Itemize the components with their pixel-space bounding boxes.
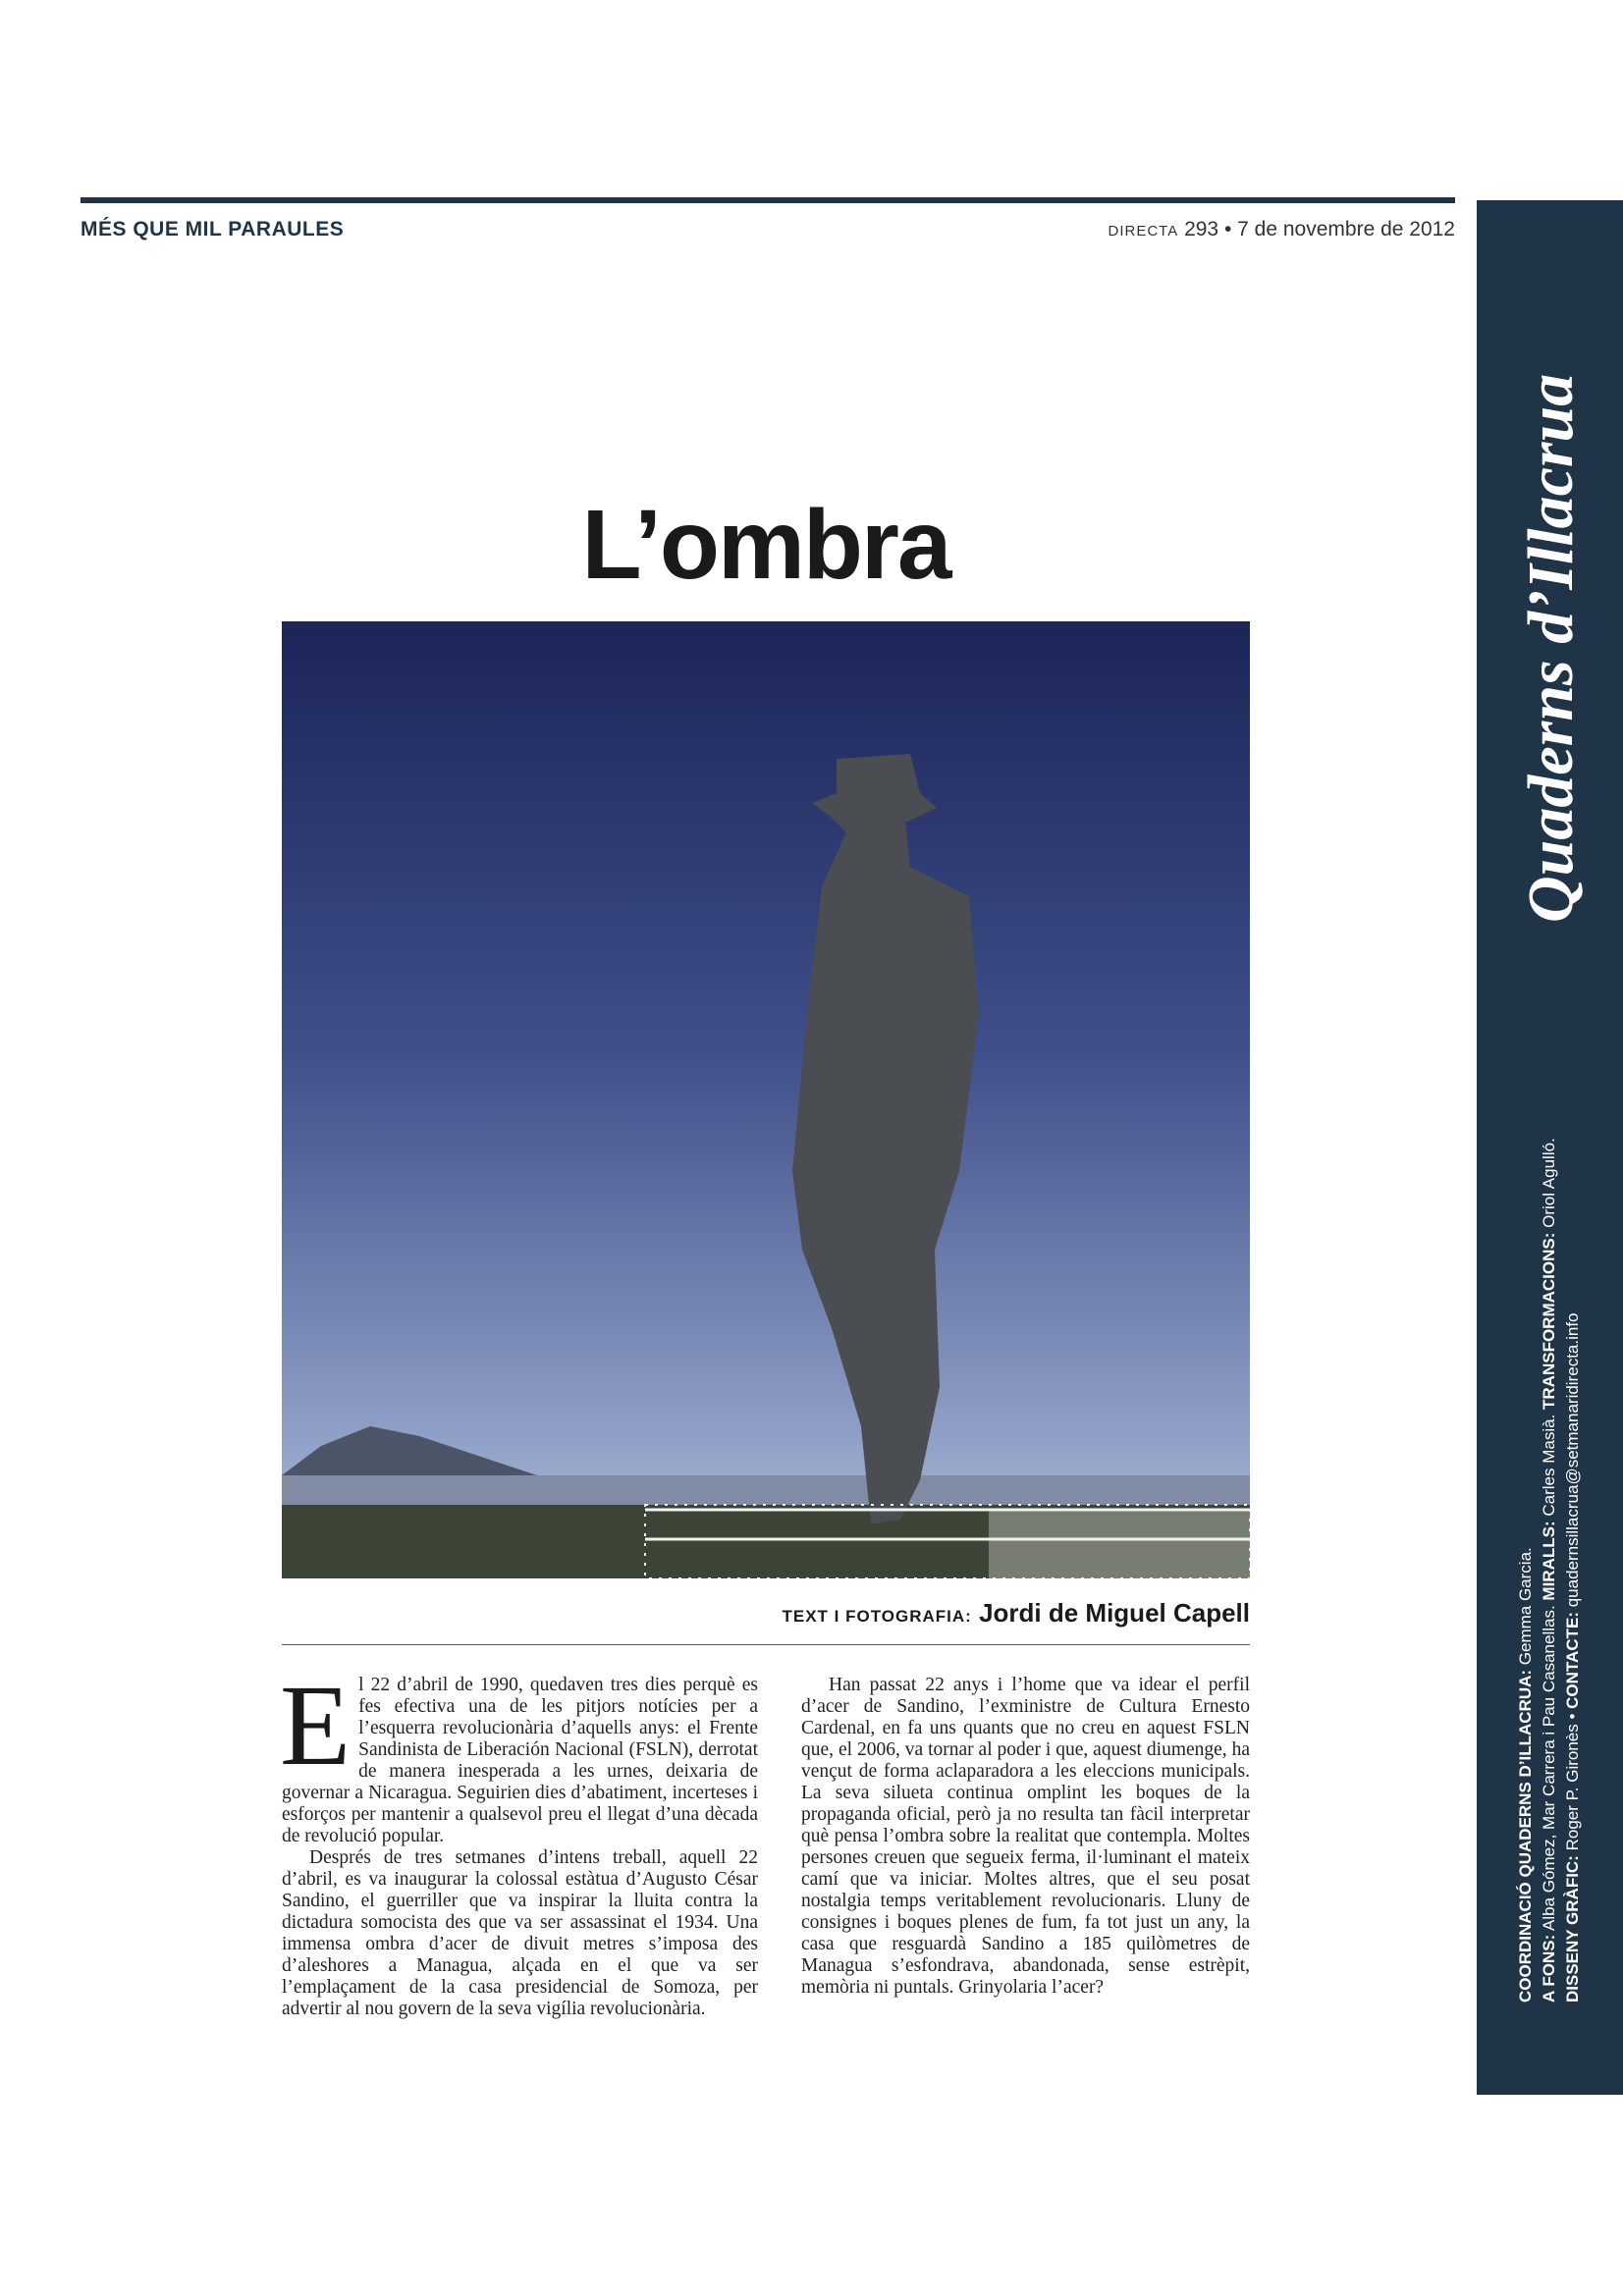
credit-line [1514, 1094, 1538, 2002]
issue-number: 293 [1184, 218, 1219, 240]
drop-cap: E [280, 1661, 352, 1789]
credit-label: DISSENY GRÀFIC: [1563, 1855, 1582, 2002]
paragraph-text: l 22 d’abril de 1990, quedaven tres dies perquè es fes efectiva una de les pitjors notícies per a l’esquerra revolucionària d’aquells anys: el Frente Sandinista de Liberación Nacional (FSLN), derrotat de manera inesperada a les urnes, deixaria de governar a Nicaragua. Seguirien dies d’abatiment, incerteses i esforços per mantenir a qualsevol preu el llegat d’una dècada de revolució popular. [282, 1675, 758, 1846]
paragraph [280, 1661, 758, 1847]
credits [1514, 1094, 1585, 2002]
sidebar-title: Quaderns d’Illacrua [1515, 373, 1587, 923]
sky [282, 621, 1250, 1578]
issue-date: 7 de novembre de 2012 [1237, 218, 1455, 240]
article-column-2 [801, 1675, 1250, 1999]
credit-label: TRANSFORMACIONS: [1540, 1232, 1558, 1410]
byline-rule [282, 1644, 1250, 1645]
credit-value: Oriol Agulló. [1540, 1138, 1558, 1233]
issue-info [1108, 218, 1455, 241]
byline [782, 1598, 1250, 1629]
separator: • [1223, 218, 1232, 240]
header-rule [81, 197, 1455, 203]
credit-value: Alba Gómez, Mar Carrera i Pau Casanellas. [1540, 1600, 1558, 1935]
credit-label: CONTACTE: [1563, 1612, 1582, 1709]
paragraph: Després de tres setmanes d’intens treball, aquell 22 d’abril, es va inaugurar la colossal estàtua d’Augusto César Sandino, el guerriller que va inspirar la lluita contra la dictadura somocista des que va ser assassinat el 1934. Una immensa ombra d’acer de divuit metres s’imposa des d’aleshores a Managua, alçada en el que va ser l’emplaçament de la casa presidencial de Somoza, per advertir al nou govern de la seva vigília revolucionària. [282, 1847, 758, 2019]
credit-label: MIRALLS: [1540, 1521, 1558, 1601]
article-column-1 [280, 1661, 758, 2020]
credit-value: Gemma Garcia. [1516, 1547, 1535, 1670]
lake [282, 1475, 1250, 1505]
paragraph: Han passat 22 anys i l’home que va idear el perfil d’acer de Sandino, l’exministre de Cultura Ernesto Cardenal, en fa uns quants que no creu en aquest FSLN que, el 2006, va tornar al poder i que, aquest diumenge, ha vençut de forma aclaparadora a les eleccions municipals. La seva silueta continua omplint les boques de la propaganda oficial, però ja no resulta tan fàcil interpretar què pensa l’ombra sobre la realitat que contempla. Moltes persones creuen que segueix ferma, il·luminant el mateix camí que va iniciar. Moltes altres, que el seu posat nostalgia temps veritablement revolucionaris. Lluny de consignes i boques plenes de fum, fa tot just un any, la casa que resguardà Sandino a 185 quilòmetres de Managua s’esfondrava, abandonada, sense estrèpit, memòria ni puntals. Grinyolaria l’acer? [801, 1675, 1250, 1998]
byline-label: TEXT I FOTOGRAFIA: [782, 1607, 972, 1626]
credit-line [1538, 1094, 1561, 2002]
credit-label: COORDINACIÓ QUADERNS D’ILLACRUA: [1516, 1669, 1535, 2002]
byline-author: Jordi de Miguel Capell [971, 1598, 1250, 1628]
credit-value: Roger P. Gironès • [1563, 1708, 1582, 1856]
credit-value: Carles Masià. [1540, 1409, 1558, 1522]
credit-label: A FONS: [1540, 1934, 1558, 2002]
article-title: L’ombra [581, 490, 950, 600]
credit-line [1561, 1094, 1585, 2002]
sidebar [1477, 200, 1623, 2095]
sandino-statue-photo [282, 621, 1250, 1578]
contact-email[interactable]: quadernsillacrua@setmanaridirecta.info [1563, 1312, 1582, 1613]
section-name: MÉS QUE MIL PARAULES [81, 218, 345, 240]
publication-name: DIRECTA [1108, 223, 1179, 240]
